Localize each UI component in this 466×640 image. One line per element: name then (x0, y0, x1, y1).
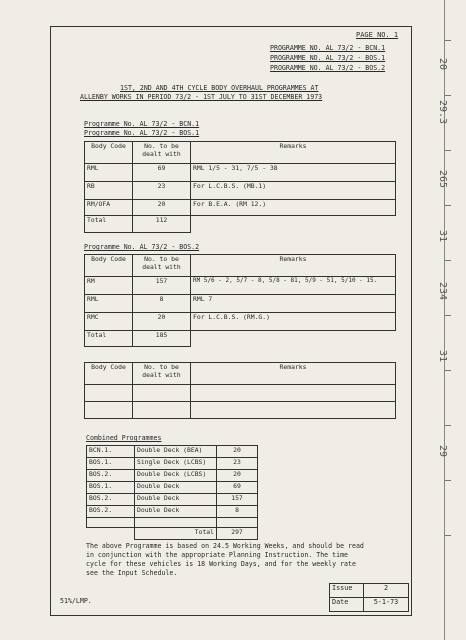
table-row: BOS.2. Double Deck 157 (87, 494, 258, 506)
programme-ref-1: PROGRAMME NO. AL 73/2 - BCN.1 (270, 44, 386, 52)
ruler-mark: 29.3 (437, 100, 448, 125)
table-row: RMC 20 For L.C.B.S. (RM.G.) (85, 313, 396, 331)
table-row: RML 69 RML 1/5 - 31, 7/5 - 38 (85, 164, 396, 182)
col-number: No. to be dealt with (133, 255, 191, 277)
table-row (85, 385, 396, 402)
date-label: Date (330, 598, 364, 612)
section1-heading-1: Programme No. AL 73/2 - BCN.1 (84, 120, 200, 128)
section3-table (84, 362, 396, 419)
col-number: No. to be dealt with (133, 363, 191, 385)
table-row: RM/OFA 20 For B.E.A. (RM 12.) (85, 200, 396, 216)
note-line: The above Programme is based on 24.5 Working Weeks, and should be read (86, 542, 364, 550)
date-value: 5-1-73 (364, 598, 409, 612)
col-number: No. to be dealt with (133, 142, 191, 164)
programme-ref-2: PROGRAMME NO. AL 73/2 - BOS.1 (270, 54, 386, 62)
title-line-2: ALLENBY WORKS IN PERIOD 73/2 - 1ST JULY TO 31ST DECEMBER 1973 (80, 93, 323, 101)
table-row: RB 23 For L.C.B.S. (MB.1) (85, 182, 396, 200)
section1-table (84, 141, 396, 233)
table-row-total: Total 297 (87, 528, 258, 540)
ruler-mark: 20 (437, 58, 448, 71)
note-line: cycle for these vehicles is 18 Working Days, and for the weekly rate (86, 560, 356, 568)
title-line-1: 1ST, 2ND AND 4TH CYCLE BODY OVERHAUL PROGRAMMES AT (120, 84, 319, 92)
col-body-code: Body Code (85, 142, 133, 164)
issue-value: 2 (364, 584, 409, 598)
ruler-mark: 29 (437, 445, 448, 458)
section2-table (84, 254, 396, 347)
table-row: BCN.1. Double Deck (BEA) 20 (87, 446, 258, 458)
issue-date-box (329, 583, 409, 612)
ruler-mark: 234 (437, 282, 448, 301)
table-row-total: Total 112 (85, 216, 396, 233)
ruler-mark: 31 (437, 350, 448, 363)
col-remarks: Remarks (191, 363, 396, 385)
combined-heading: Combined Programmes (86, 434, 162, 442)
col-remarks: Remarks (191, 255, 396, 277)
note-line: in conjunction with the appropriate Planning Instruction. The time (86, 551, 349, 559)
side-ruler (437, 0, 466, 640)
table-row: BOS.2. Double Deck 8 (87, 506, 258, 518)
table-row: RML 8 RML 7 (85, 295, 396, 313)
col-body-code: Body Code (85, 255, 133, 277)
table-row: BOS.2. Double Deck (LCBS) 20 (87, 470, 258, 482)
table-row: RM 157 RM 5/6 - 2, 5/7 - 8, 5/8 - 81, 5/9 - 51, 5/10 - 15. (85, 277, 396, 295)
col-remarks: Remarks (191, 142, 396, 164)
section1-heading-2: Programme No. AL 73/2 - BOS.1 (84, 129, 200, 137)
footer-reference: 51%/LMP. (60, 597, 92, 605)
table-row-total: Total 185 (85, 331, 396, 347)
table-row: BOS.1. Double Deck 69 (87, 482, 258, 494)
table-row: BOS.1. Single Deck (LCBS) 23 (87, 458, 258, 470)
combined-table (86, 445, 258, 540)
table-row (85, 402, 396, 419)
col-body-code: Body Code (85, 363, 133, 385)
programme-ref-3: PROGRAMME NO. AL 73/2 - BOS.2 (270, 64, 386, 72)
ruler-mark: 265 (437, 170, 448, 189)
page-number: PAGE NO. 1 (356, 31, 399, 39)
note-line: see the Input Schedule. (86, 569, 178, 577)
issue-label: Issue (330, 584, 364, 598)
section2-heading: Programme No. AL 73/2 - BOS.2 (84, 243, 200, 251)
ruler-mark: 31 (437, 230, 448, 243)
